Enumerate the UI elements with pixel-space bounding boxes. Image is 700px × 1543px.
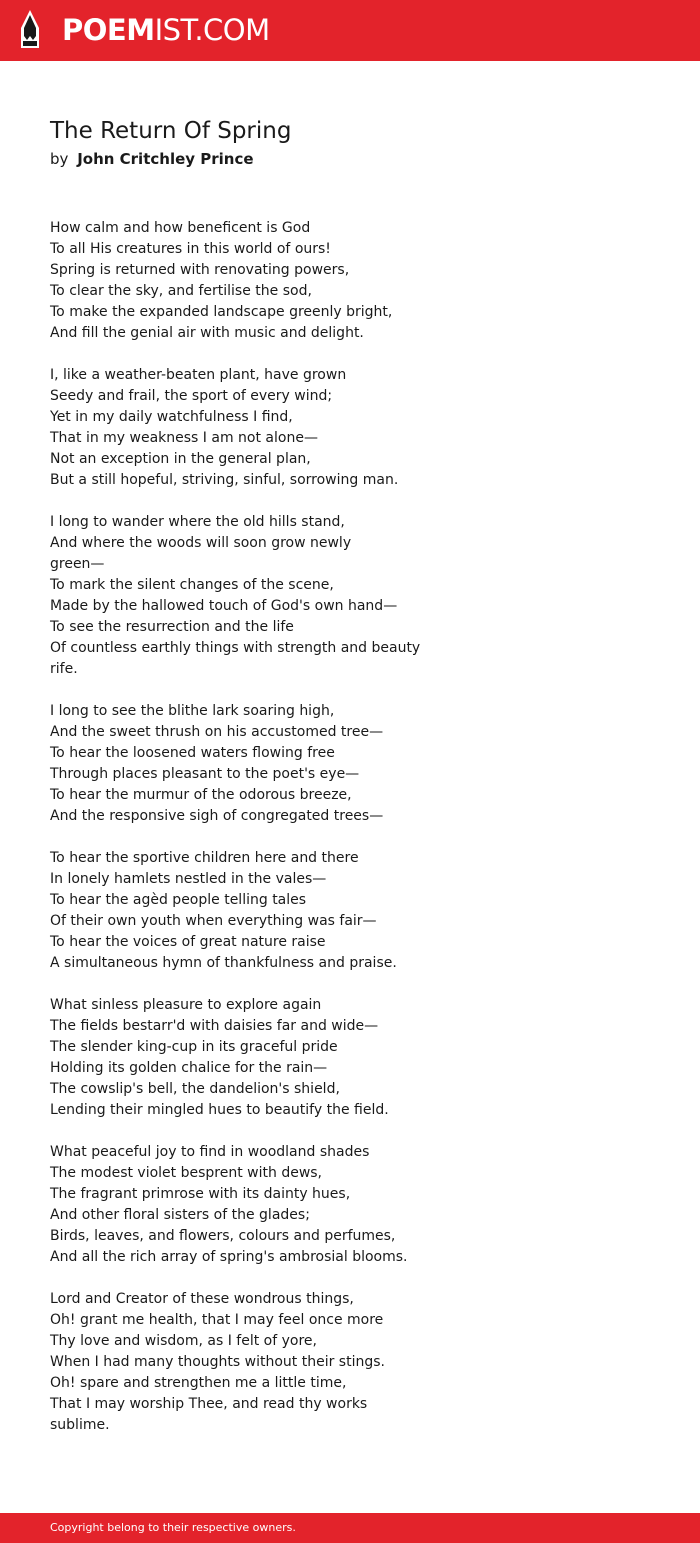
- logo-text-strong: POEM: [62, 13, 155, 47]
- poem-line: Thy love and wisdom, as I felt of yore,: [50, 1333, 317, 1349]
- poem-stanza: [50, 218, 650, 344]
- site-footer: [0, 1513, 700, 1543]
- author-name: John Critchley Prince: [77, 150, 254, 168]
- poem-line: The slender king-cup in its graceful pride: [50, 1039, 338, 1055]
- poem-line: To see the resurrection and the life: [50, 619, 294, 635]
- poem-body: [50, 218, 650, 1457]
- poem-stanza: [50, 1142, 650, 1268]
- poem-line: And all the rich array of spring's ambrosial blooms.: [50, 1249, 408, 1265]
- poem-line: Oh! grant me health, that I may feel once more: [50, 1312, 384, 1328]
- poem-line: Yet in my daily watchfulness I find,: [50, 409, 293, 425]
- poem-stanza: [50, 995, 650, 1121]
- poem-line: That in my weakness I am not alone—: [50, 430, 318, 446]
- poem-line: And fill the genial air with music and delight.: [50, 325, 364, 341]
- poem-line: rife.: [50, 661, 78, 677]
- poem-line: And where the woods will soon grow newly: [50, 535, 352, 551]
- poem-line: The modest violet besprent with dews,: [50, 1165, 323, 1181]
- poem-line: Through places pleasant to the poet's eye—: [50, 766, 360, 782]
- poem-line: green—: [50, 556, 105, 572]
- poem-line: To hear the loosened waters flowing free: [50, 745, 335, 761]
- poem-line: Birds, leaves, and flowers, colours and perfumes,: [50, 1228, 396, 1244]
- poem-line: To hear the voices of great nature raise: [50, 934, 326, 950]
- poem-line: A simultaneous hymn of thankfulness and praise.: [50, 955, 397, 971]
- site-header: [0, 0, 700, 61]
- poem-line: Spring is returned with renovating powers,: [50, 262, 350, 278]
- poem-line: Made by the hallowed touch of God's own hand—: [50, 598, 398, 614]
- poem-line: I, like a weather-beaten plant, have grown: [50, 367, 347, 383]
- poem-line: I long to wander where the old hills stand,: [50, 514, 345, 530]
- poem-line: Of countless earthly things with strength and beauty: [50, 640, 421, 656]
- poem-stanza: [50, 1289, 650, 1436]
- poem-line: Oh! spare and strengthen me a little time,: [50, 1375, 347, 1391]
- poem-stanza: [50, 701, 650, 827]
- site-logo[interactable]: [62, 12, 270, 48]
- copyright-text: Copyright belong to their respective owners.: [50, 1521, 296, 1534]
- poem-line: And other floral sisters of the glades;: [50, 1207, 310, 1223]
- poem-line: To hear the sportive children here and there: [50, 850, 359, 866]
- poem-line: The cowslip's bell, the dandelion's shield,: [50, 1081, 340, 1097]
- poem-line: What peaceful joy to find in woodland shades: [50, 1144, 370, 1160]
- poem-stanza: [50, 848, 650, 974]
- poem-line: The fragrant primrose with its dainty hues,: [50, 1186, 351, 1202]
- poem-line: To make the expanded landscape greenly bright,: [50, 304, 393, 320]
- poem-line: But a still hopeful, striving, sinful, sorrowing man.: [50, 472, 399, 488]
- poem-line: To clear the sky, and fertilise the sod,: [50, 283, 312, 299]
- poem-stanza: [50, 512, 650, 680]
- poem-line: And the responsive sigh of congregated trees—: [50, 808, 384, 824]
- poem-line: Not an exception in the general plan,: [50, 451, 311, 467]
- poem-line: To mark the silent changes of the scene,: [50, 577, 334, 593]
- by-label: by: [50, 150, 69, 168]
- poem-stanza: [50, 365, 650, 491]
- poem-line: When I had many thoughts without their stings.: [50, 1354, 385, 1370]
- poem-line: Seedy and frail, the sport of every wind;: [50, 388, 333, 404]
- poem-line: The fields bestarr'd with daisies far and wide—: [50, 1018, 379, 1034]
- poem-line: What sinless pleasure to explore again: [50, 997, 322, 1013]
- logo-text-light: IST.COM: [154, 13, 270, 47]
- pen-nib-icon[interactable]: [18, 10, 42, 50]
- byline: [50, 148, 254, 170]
- poem-line: To hear the agèd people telling tales: [50, 892, 307, 908]
- poem-line: sublime.: [50, 1417, 110, 1433]
- poem-line: I long to see the blithe lark soaring high,: [50, 703, 335, 719]
- poem-line: Of their own youth when everything was fair—: [50, 913, 377, 929]
- poem-line: To hear the murmur of the odorous breeze,: [50, 787, 352, 803]
- poem-line: How calm and how beneficent is God: [50, 220, 311, 236]
- poem-line: To all His creatures in this world of ours!: [50, 241, 331, 257]
- poem-line: Lord and Creator of these wondrous things,: [50, 1291, 354, 1307]
- poem-line: That I may worship Thee, and read thy works: [50, 1396, 368, 1412]
- poem-line: Lending their mingled hues to beautify the field.: [50, 1102, 389, 1118]
- poem-line: And the sweet thrush on his accustomed tree—: [50, 724, 384, 740]
- poem-line: Holding its golden chalice for the rain—: [50, 1060, 328, 1076]
- poem-line: In lonely hamlets nestled in the vales—: [50, 871, 327, 887]
- poem-title: The Return Of Spring: [50, 118, 292, 144]
